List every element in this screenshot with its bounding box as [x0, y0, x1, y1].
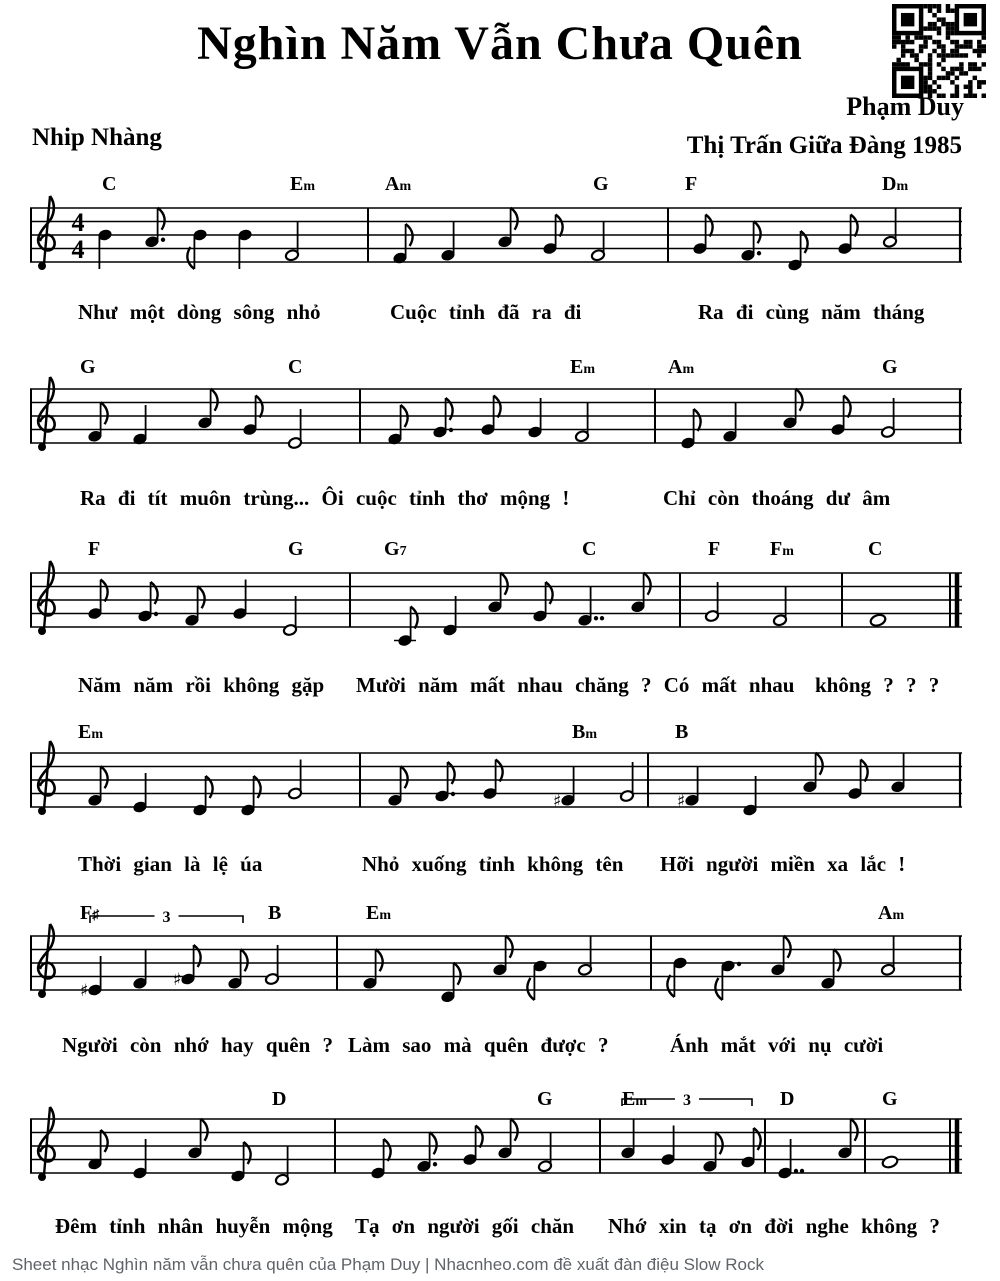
triplet-number: 3	[683, 1092, 691, 1109]
note	[185, 586, 205, 626]
eighth-flag	[256, 396, 263, 418]
eighth-flag	[715, 978, 722, 1000]
note	[138, 582, 159, 622]
eighth-flag	[211, 389, 218, 411]
chord-label: Am	[878, 902, 905, 924]
eighth-flag	[401, 766, 408, 788]
chord-label: Em	[622, 1088, 648, 1110]
note	[198, 389, 218, 429]
note	[88, 402, 108, 442]
eighth-flag	[506, 936, 513, 958]
note	[275, 1146, 290, 1186]
chord-label: F	[685, 173, 698, 195]
chord-label: Fm	[770, 538, 794, 560]
lyric-phrase: Năm năm rồi không gặp	[78, 673, 325, 697]
lyric-phrase: Nhớ xin tạ ơn đời nghe không ?	[608, 1214, 940, 1238]
chord-label: G	[537, 1088, 553, 1110]
lyric-phrase: Mười năm mất nhau chăng ? Có mất nhau	[356, 673, 795, 697]
sharp-accidental: ♯	[677, 791, 686, 812]
note	[771, 936, 791, 976]
note	[553, 766, 575, 811]
note	[803, 753, 823, 793]
eighth-flag	[511, 208, 518, 230]
eighth-flag	[694, 409, 701, 431]
note	[881, 936, 896, 976]
note	[838, 1119, 858, 1159]
note	[591, 221, 606, 261]
note	[241, 776, 261, 816]
lyric-phrase: Nhỏ xuống tỉnh không tên	[362, 852, 624, 876]
note	[433, 398, 454, 438]
chord-label: B	[268, 902, 282, 924]
chord-label: F	[708, 538, 721, 560]
eighth-flag	[101, 402, 108, 424]
note	[773, 586, 788, 626]
note	[788, 231, 808, 271]
note	[88, 1130, 108, 1170]
chord-label: Em	[290, 173, 316, 195]
eighth-flag	[101, 580, 108, 602]
lyric-phrase: Cuộc tỉnh đã ra đi	[390, 300, 582, 324]
note	[133, 405, 148, 445]
eighth-flag	[796, 389, 803, 411]
staff-system-3	[30, 561, 962, 647]
chord-label: Am	[668, 356, 695, 378]
note	[133, 949, 148, 989]
note	[528, 398, 543, 438]
chord-label: G	[882, 356, 898, 378]
note	[578, 586, 605, 626]
note	[741, 221, 762, 261]
eighth-flag	[476, 1126, 483, 1148]
note	[705, 582, 720, 622]
lyric-phrase: Làm sao mà quên được ?	[348, 1033, 609, 1057]
staff-system-1	[30, 196, 962, 271]
note	[393, 224, 413, 264]
note	[417, 1132, 438, 1172]
note	[538, 1132, 553, 1172]
note	[443, 596, 458, 636]
chord-label: F	[88, 538, 101, 560]
eighth-flag	[667, 975, 674, 997]
lyric-phrase: không ? ? ?	[815, 673, 940, 697]
note	[883, 208, 898, 248]
chord-label: Em	[366, 902, 392, 924]
note	[388, 405, 408, 445]
eighth-flag	[158, 208, 165, 230]
note	[145, 208, 166, 248]
eighth-flag	[198, 586, 205, 608]
page-title: Nghìn Năm Vẫn Chưa Quên	[197, 17, 803, 70]
eighth-flag	[527, 978, 534, 1000]
eighth-flag	[101, 1130, 108, 1152]
chord-label: C	[102, 173, 117, 195]
note	[533, 582, 553, 622]
eighth-flag	[816, 753, 823, 775]
note	[441, 221, 456, 261]
chord-label: B	[675, 721, 689, 743]
eighth-flag	[706, 215, 713, 237]
note	[743, 776, 758, 816]
eighth-flag	[861, 760, 868, 782]
note	[285, 221, 300, 261]
eighth-flag	[494, 396, 501, 418]
chord-label: Bm	[572, 721, 598, 743]
note	[575, 402, 590, 442]
chord-label: G7	[384, 538, 407, 560]
triplet-number: 3	[162, 909, 171, 926]
composer-name: Phạm Duy	[846, 92, 964, 121]
chord-label: Am	[385, 173, 412, 195]
eighth-flag	[834, 949, 841, 971]
note	[498, 1119, 518, 1159]
staff-system-5	[30, 909, 962, 1003]
note	[723, 402, 738, 442]
staff-system-6	[30, 1092, 962, 1186]
svg-text:4: 4	[71, 235, 85, 264]
note	[783, 389, 803, 429]
song-origin-year: Thị Trấn Giữa Đàng 1985	[686, 132, 962, 159]
eighth-flag	[496, 760, 503, 782]
lyric-phrase: Thời gian là lệ úa	[78, 852, 263, 876]
eighth-flag	[511, 1119, 518, 1141]
eighth-flag	[754, 221, 761, 243]
eighth-flag	[201, 1119, 208, 1141]
note	[488, 573, 508, 613]
note	[441, 963, 461, 1003]
lyric-phrase: Đêm tỉnh nhân huyễn mộng	[55, 1214, 333, 1238]
eighth-flag	[187, 247, 194, 269]
note	[493, 936, 513, 976]
note	[891, 753, 906, 793]
chord-label: Dm	[882, 173, 909, 195]
chord-label: G	[80, 356, 96, 378]
chord-label: C	[288, 356, 303, 378]
note	[677, 766, 699, 811]
footer-caption: Sheet nhạc Nghìn năm vẫn chưa quên của Phạm Duy | Nhacnheo.com đề xuất đàn điệu Slow Rock	[12, 1255, 764, 1274]
note	[881, 1155, 898, 1169]
note	[388, 766, 408, 806]
chord-label: G	[288, 538, 304, 560]
chord-label: Em	[570, 356, 596, 378]
eighth-flag	[376, 949, 383, 971]
eighth-flag	[784, 936, 791, 958]
chord-label: D	[780, 1088, 795, 1110]
lyric-phrase: Ánh mắt với nụ cười	[670, 1033, 884, 1057]
sharp-accidental: ♯	[173, 970, 182, 990]
note	[173, 945, 201, 990]
sharp-accidental: ♯	[553, 791, 562, 812]
eighth-flag	[101, 766, 108, 788]
chord-label: D	[272, 1088, 287, 1110]
eighth-flag	[851, 1119, 858, 1141]
note	[821, 949, 841, 989]
note	[631, 573, 651, 613]
eighth-flag	[384, 1139, 391, 1161]
time-signature: 4	[71, 208, 85, 237]
chord-label: G	[882, 1088, 898, 1110]
note	[703, 1132, 723, 1172]
lyric-phrase: Ra đi tít muôn trùng... Ôi cuộc tỉnh thơ mộng !	[80, 486, 570, 510]
eighth-flag	[411, 607, 418, 629]
eighth-flag	[241, 949, 248, 971]
note	[193, 776, 213, 816]
lyric-phrase: Như một dòng sông nhỏ	[78, 300, 321, 324]
eighth-flag	[851, 215, 858, 237]
chord-label: Em	[78, 721, 104, 743]
lyric-phrase: Hỡi người miền xa lắc !	[660, 852, 906, 876]
note	[88, 766, 108, 806]
eighth-flag	[644, 573, 651, 595]
staff-system-4	[30, 741, 962, 816]
eighth-flag	[716, 1132, 723, 1154]
triplet-bracket	[90, 916, 155, 923]
chord-label: G	[593, 173, 609, 195]
chord-label: C	[582, 538, 597, 560]
note	[228, 949, 248, 989]
note	[265, 945, 280, 985]
note	[435, 762, 456, 802]
lyric-phrase: Chỉ còn thoáng dư âm	[663, 486, 891, 510]
note	[283, 596, 298, 636]
tempo-marking: Nhip Nhàng	[32, 124, 162, 151]
note	[578, 936, 593, 976]
lyric-phrase: Ra đi cùng năm tháng	[698, 300, 925, 324]
chord-label: C	[868, 538, 883, 560]
eighth-flag	[844, 396, 851, 418]
note	[621, 1119, 636, 1159]
note	[881, 398, 896, 438]
note	[715, 960, 741, 1000]
sharp-accidental: ♯	[80, 981, 89, 1001]
eighth-flag	[556, 215, 563, 237]
note	[231, 1142, 251, 1182]
chord-label: F♯	[80, 902, 100, 924]
note	[527, 960, 547, 1000]
eighth-flag	[430, 1132, 437, 1154]
lyric-phrase: Tạ ơn người gối chăn	[355, 1214, 575, 1238]
lyric-phrase: Người còn nhớ hay quên ?	[62, 1033, 334, 1057]
staff-system-2	[30, 377, 962, 451]
note	[498, 208, 518, 248]
note	[869, 613, 886, 627]
note	[188, 1119, 208, 1159]
eighth-flag	[501, 573, 508, 595]
note	[620, 762, 635, 802]
note	[363, 949, 383, 989]
eighth-flag	[454, 963, 461, 985]
note	[741, 1128, 761, 1168]
